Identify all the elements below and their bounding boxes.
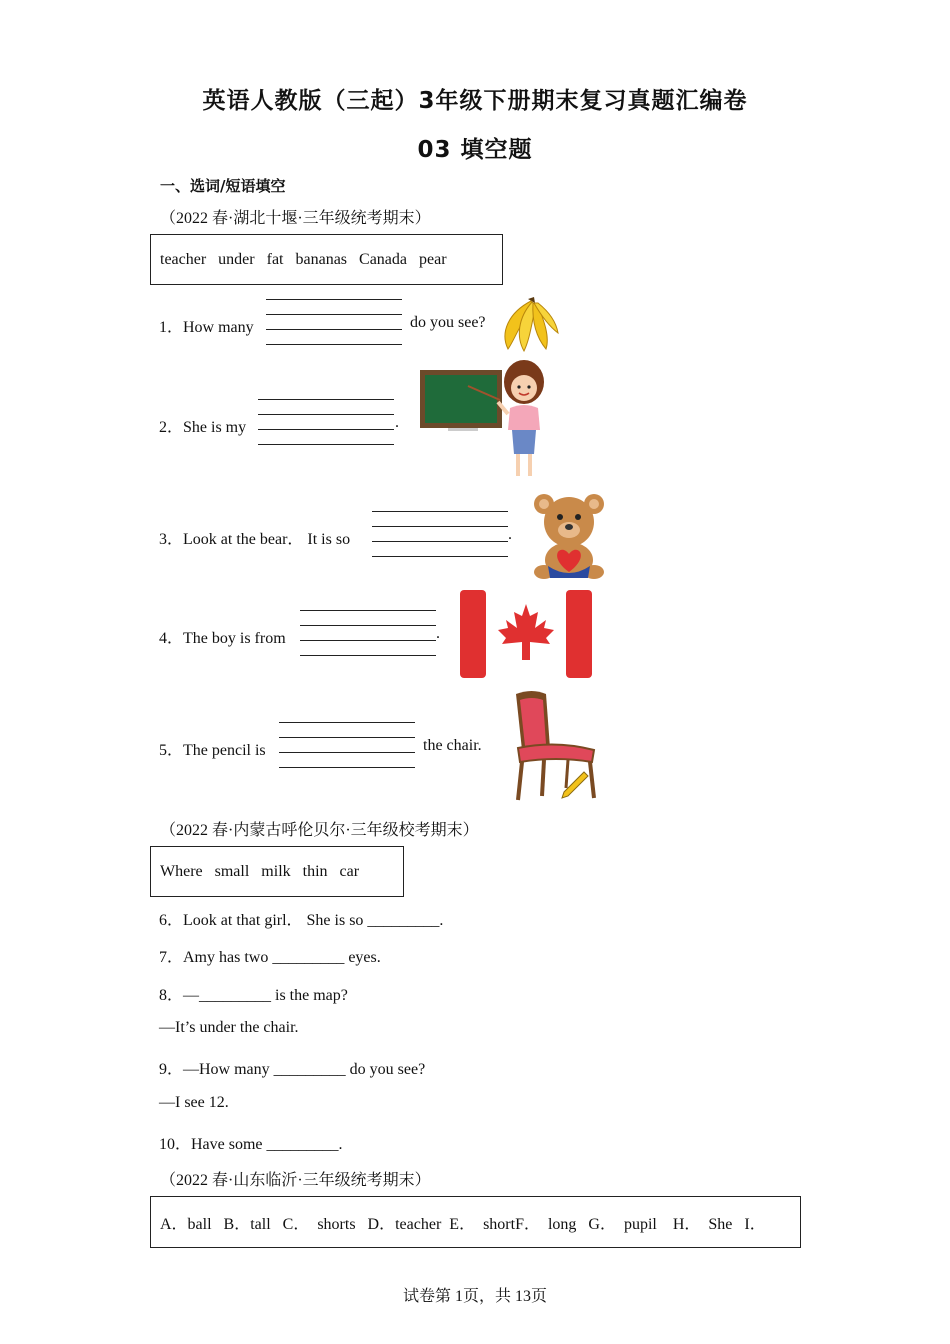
- chair-image: [506, 688, 602, 804]
- word-bank: A．ball B．tall C． shorts D．teacher E． shortF． long G． pupil H． She I．: [160, 1215, 766, 1233]
- word-bank: teacher under fat bananas Canada pear: [160, 250, 447, 268]
- word-bank-box: [150, 846, 404, 897]
- bananas-image: [498, 293, 560, 355]
- question-2-text: 2．She is my: [159, 419, 247, 436]
- question-9-answer: —I see 12.: [159, 1094, 229, 1111]
- page-subtitle: 03 填空题: [417, 137, 533, 163]
- question-3-tail: .: [508, 526, 512, 543]
- question-3-text: 3．Look at the bear． It is so: [159, 531, 351, 548]
- source-note: （2022 春·内蒙古呼伦贝尔·三年级校考期末）: [160, 822, 479, 839]
- question-5-tail: the chair.: [423, 737, 482, 754]
- teacher-image: [418, 358, 548, 483]
- question-5-text: 5．The pencil is: [159, 742, 266, 759]
- page-title: 英语人教版（三起）3年级下册期末复习真题汇编卷: [202, 88, 748, 114]
- canada-flag-image: [460, 590, 592, 678]
- question-6: 6．Look at that girl． She is so _________.: [159, 912, 444, 929]
- question-1-tail: do you see?: [410, 314, 486, 331]
- word-bank-box: [150, 234, 503, 285]
- question-4-text: 4．The boy is from: [159, 630, 286, 647]
- bear-image: [530, 490, 608, 580]
- question-8: 8．—_________ is the map?: [159, 987, 348, 1004]
- question-10: 10．Have some _________.: [159, 1136, 343, 1153]
- word-bank-box: [150, 1196, 801, 1248]
- question-2-tail: .: [395, 414, 399, 431]
- question-8-answer: —It’s under the chair.: [159, 1019, 299, 1036]
- word-bank: Where small milk thin car: [160, 862, 360, 880]
- section-heading: 一、选词/短语填空: [160, 177, 286, 195]
- question-4-tail: .: [436, 625, 440, 642]
- question-7: 7．Amy has two _________ eyes.: [159, 949, 381, 966]
- source-note: （2022 春·湖北十堰·三年级统考期末）: [160, 210, 431, 227]
- question-9: 9．—How many _________ do you see?: [159, 1061, 426, 1078]
- source-note: （2022 春·山东临沂·三年级统考期末）: [160, 1172, 431, 1189]
- question-1-text: 1．How many: [159, 319, 254, 336]
- page-footer: 试卷第 1页，共 13页: [402, 1288, 547, 1305]
